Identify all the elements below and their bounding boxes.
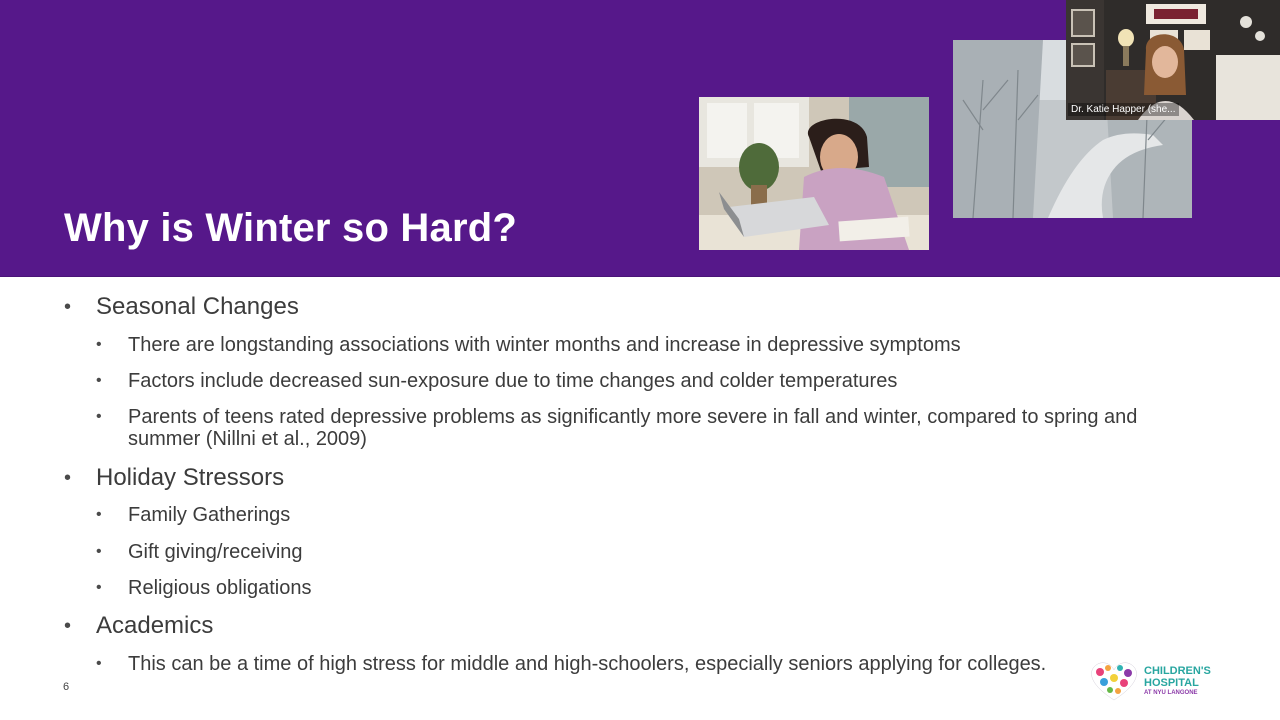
bullet-marker: • bbox=[96, 372, 102, 389]
bullet-marker: • bbox=[96, 336, 102, 353]
hospital-logo-text: CHILDREN'S HOSPITAL AT NYU LANGONE bbox=[1144, 665, 1211, 696]
bullet-marker: • bbox=[64, 615, 72, 637]
bullet-marker: • bbox=[96, 655, 102, 672]
sub-bullet-academic-stress: • This can be a time of high stress for middle and high-schoolers, especially seniors applying for colleges. bbox=[96, 653, 1047, 675]
bullet-marker: • bbox=[64, 296, 72, 318]
hospital-heart-icon bbox=[1086, 658, 1142, 702]
slide-title: Why is Winter so Hard? bbox=[64, 206, 517, 250]
slide-number: 6 bbox=[63, 681, 70, 693]
sub-bullet-winter-association: • There are longstanding associations with winter months and increase in depressive symptoms bbox=[96, 334, 961, 356]
speaker-name-label: Dr. Katie Happer (she... bbox=[1068, 103, 1179, 116]
sub-bullet-parents-rating: • Parents of teens rated depressive problems as significantly more severe in fall and winter, compared to spring and summer (Nillni et al., 2009) bbox=[96, 406, 1138, 450]
bullet-marker: • bbox=[64, 467, 72, 489]
student-laptop-photo bbox=[699, 97, 929, 250]
sub-bullet-gift-giving: • Gift giving/receiving bbox=[96, 541, 303, 563]
speaker-video-feed bbox=[1066, 0, 1280, 120]
hospital-logo bbox=[1086, 658, 1216, 702]
sub-bullet-family-gatherings: • Family Gatherings bbox=[96, 504, 291, 526]
bullet-marker: • bbox=[96, 506, 102, 523]
bullet-seasonal-changes: • Seasonal Changes bbox=[64, 293, 299, 320]
speaker-video-tile[interactable] bbox=[1066, 0, 1280, 120]
bullet-marker: • bbox=[96, 408, 102, 425]
sub-bullet-sun-exposure: • Factors include decreased sun-exposure due to time changes and colder temperatures bbox=[96, 370, 898, 392]
bullet-academics: • Academics bbox=[64, 612, 214, 639]
slide-content bbox=[0, 278, 1280, 720]
sub-bullet-religious-obligations: • Religious obligations bbox=[96, 577, 312, 599]
bullet-marker: • bbox=[96, 543, 102, 560]
bullet-marker: • bbox=[96, 579, 102, 596]
bullet-holiday-stressors: • Holiday Stressors bbox=[64, 464, 285, 491]
